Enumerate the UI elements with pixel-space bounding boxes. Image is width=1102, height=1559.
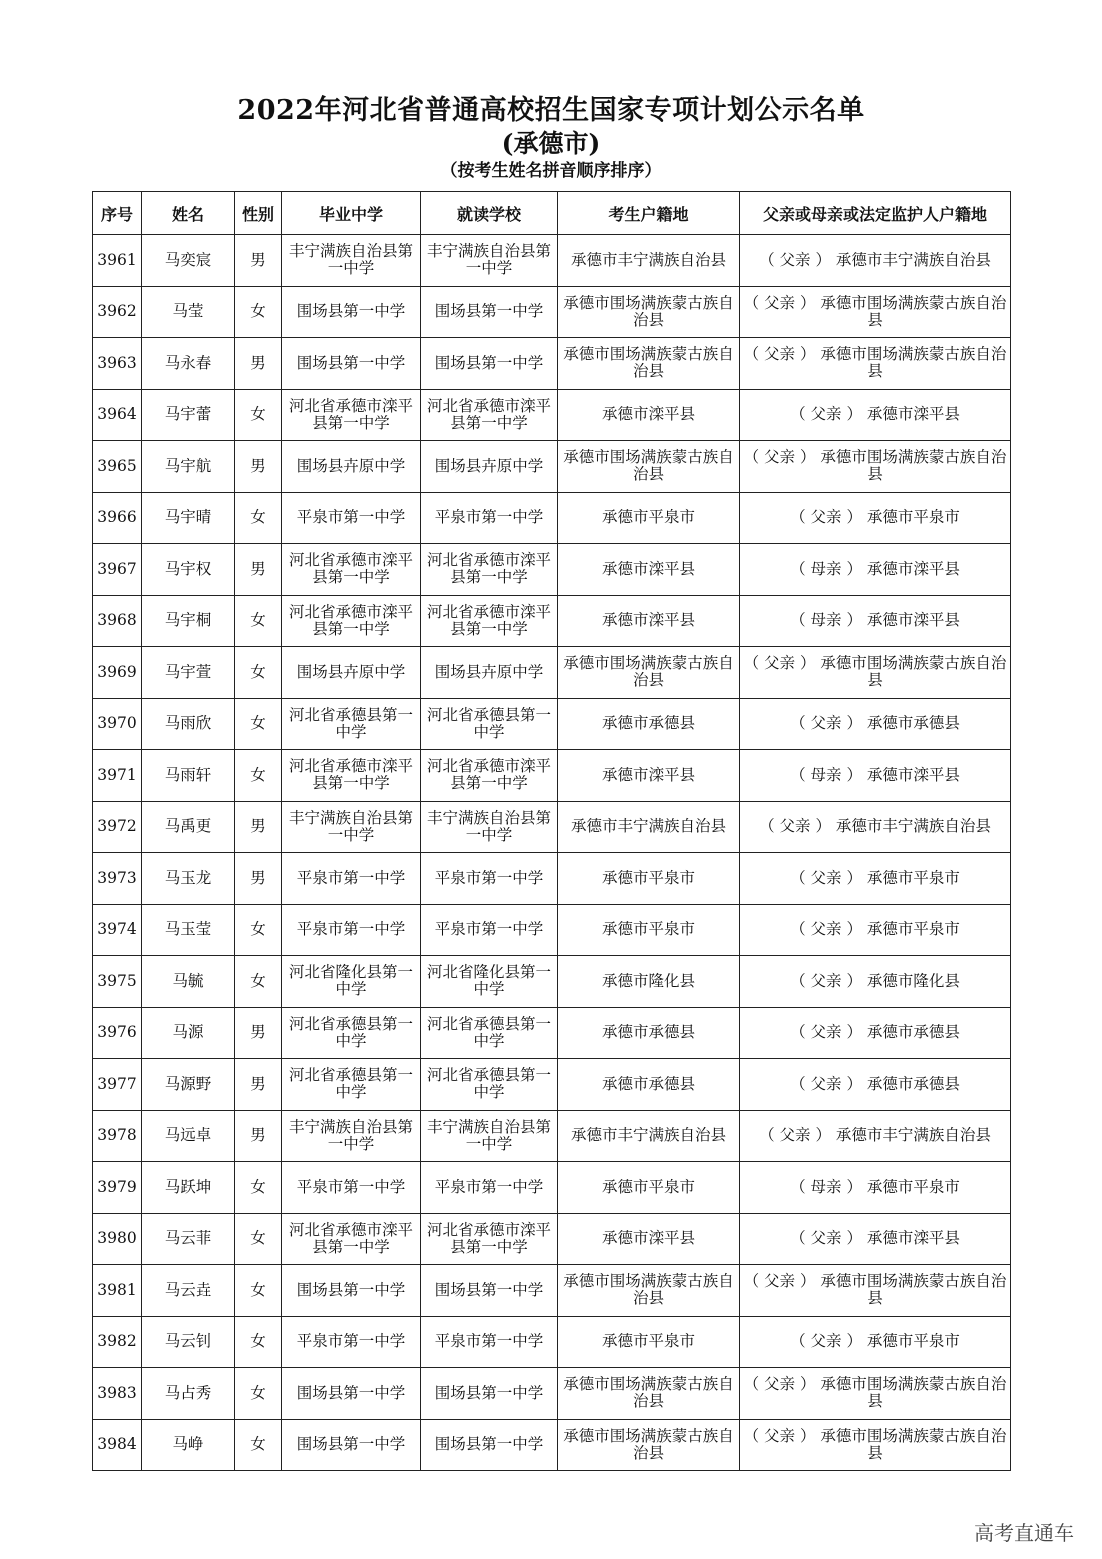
household-cell: 承德市滦平县 (558, 1213, 740, 1265)
header-graduated-school: 毕业中学 (282, 192, 421, 235)
seq-cell: 3980 (93, 1213, 142, 1265)
household-cell: 承德市围场满族蒙古族自治县 (558, 647, 740, 699)
gender-cell: 女 (235, 904, 282, 956)
gender-cell: 男 (235, 801, 282, 853)
seq-cell: 3963 (93, 338, 142, 390)
seq-cell: 3982 (93, 1316, 142, 1368)
current-school-cell: 围场县卉原中学 (421, 647, 558, 699)
graduated-school-cell: 丰宁满族自治县第一中学 (282, 801, 421, 853)
table-row (93, 595, 1011, 647)
header-household: 考生户籍地 (558, 192, 740, 235)
guardian-household-cell: （ 父亲 ） 承德市平泉市 (740, 492, 1011, 544)
household-cell: 承德市滦平县 (558, 544, 740, 596)
graduated-school-cell: 河北省承德县第一中学 (282, 1007, 421, 1059)
gender-cell: 女 (235, 647, 282, 699)
table-row (93, 904, 1011, 956)
current-school-cell: 围场县第一中学 (421, 1265, 558, 1317)
guardian-household-cell: （ 父亲 ） 承德市承德县 (740, 698, 1011, 750)
current-school-cell: 平泉市第一中学 (421, 492, 558, 544)
table-row (93, 1316, 1011, 1368)
seq-cell: 3983 (93, 1368, 142, 1420)
seq-cell: 3978 (93, 1110, 142, 1162)
name-cell: 马宇桐 (142, 595, 235, 647)
guardian-household-cell: （ 父亲 ） 承德市围场满族蒙古族自治县 (740, 1419, 1011, 1471)
name-cell: 马玉龙 (142, 853, 235, 905)
table-row (93, 698, 1011, 750)
household-cell: 承德市平泉市 (558, 492, 740, 544)
name-cell: 马占秀 (142, 1368, 235, 1420)
gender-cell: 男 (235, 338, 282, 390)
gender-cell: 男 (235, 853, 282, 905)
gender-cell: 女 (235, 750, 282, 802)
current-school-cell: 河北省承德市滦平县第一中学 (421, 544, 558, 596)
graduated-school-cell: 河北省承德县第一中学 (282, 1059, 421, 1111)
gender-cell: 女 (235, 389, 282, 441)
household-cell: 承德市围场满族蒙古族自治县 (558, 1368, 740, 1420)
graduated-school-cell: 围场县卉原中学 (282, 441, 421, 493)
name-cell: 马源野 (142, 1059, 235, 1111)
current-school-cell: 平泉市第一中学 (421, 904, 558, 956)
seq-cell: 3973 (93, 853, 142, 905)
current-school-cell: 丰宁满族自治县第一中学 (421, 1110, 558, 1162)
gender-cell: 男 (235, 235, 282, 287)
sort-note: （按考生姓名拼音顺序排序） (440, 161, 662, 181)
current-school-cell: 围场县第一中学 (421, 286, 558, 338)
graduated-school-cell: 河北省承德市滦平县第一中学 (282, 544, 421, 596)
seq-cell: 3970 (93, 698, 142, 750)
table-row (93, 338, 1011, 390)
name-cell: 马宇蕾 (142, 389, 235, 441)
table-row (93, 647, 1011, 699)
household-cell: 承德市隆化县 (558, 956, 740, 1008)
table-row (93, 1213, 1011, 1265)
name-cell: 马雨轩 (142, 750, 235, 802)
household-cell: 承德市丰宁满族自治县 (558, 235, 740, 287)
seq-cell: 3971 (93, 750, 142, 802)
name-cell: 马云垚 (142, 1265, 235, 1317)
name-cell: 马奕宸 (142, 235, 235, 287)
graduated-school-cell: 平泉市第一中学 (282, 492, 421, 544)
gender-cell: 女 (235, 1419, 282, 1471)
current-school-cell: 河北省承德市滦平县第一中学 (421, 1213, 558, 1265)
seq-cell: 3967 (93, 544, 142, 596)
name-cell: 马跃坤 (142, 1162, 235, 1214)
header-seq: 序号 (93, 192, 142, 235)
table-row (93, 1368, 1011, 1420)
name-cell: 马玉莹 (142, 904, 235, 956)
household-cell: 承德市围场满族蒙古族自治县 (558, 338, 740, 390)
guardian-household-cell: （ 父亲 ） 承德市围场满族蒙古族自治县 (740, 647, 1011, 699)
name-cell: 马云菲 (142, 1213, 235, 1265)
graduated-school-cell: 河北省承德市滦平县第一中学 (282, 1213, 421, 1265)
graduated-school-cell: 围场县第一中学 (282, 286, 421, 338)
name-cell: 马宇航 (142, 441, 235, 493)
table-row (93, 1059, 1011, 1111)
name-cell: 马莹 (142, 286, 235, 338)
guardian-household-cell: （ 父亲 ） 承德市平泉市 (740, 1316, 1011, 1368)
current-school-cell: 围场县卉原中学 (421, 441, 558, 493)
household-cell: 承德市承德县 (558, 1007, 740, 1059)
household-cell: 承德市围场满族蒙古族自治县 (558, 286, 740, 338)
current-school-cell: 丰宁满族自治县第一中学 (421, 801, 558, 853)
table-row (93, 1162, 1011, 1214)
guardian-household-cell: （ 父亲 ） 承德市滦平县 (740, 389, 1011, 441)
table-row (93, 441, 1011, 493)
header-row (93, 192, 1011, 235)
name-cell: 马宇萱 (142, 647, 235, 699)
graduated-school-cell: 丰宁满族自治县第一中学 (282, 1110, 421, 1162)
name-cell: 马源 (142, 1007, 235, 1059)
seq-cell: 3981 (93, 1265, 142, 1317)
graduated-school-cell: 围场县第一中学 (282, 1265, 421, 1317)
header-gender: 性别 (235, 192, 282, 235)
guardian-household-cell: （ 母亲 ） 承德市平泉市 (740, 1162, 1011, 1214)
household-cell: 承德市平泉市 (558, 1162, 740, 1214)
household-cell: 承德市围场满族蒙古族自治县 (558, 441, 740, 493)
guardian-household-cell: （ 父亲 ） 承德市围场满族蒙古族自治县 (740, 1265, 1011, 1317)
guardian-household-cell: （ 父亲 ） 承德市围场满族蒙古族自治县 (740, 441, 1011, 493)
current-school-cell: 丰宁满族自治县第一中学 (421, 235, 558, 287)
current-school-cell: 围场县第一中学 (421, 1419, 558, 1471)
household-cell: 承德市滦平县 (558, 595, 740, 647)
guardian-household-cell: （ 母亲 ） 承德市滦平县 (740, 544, 1011, 596)
guardian-household-cell: （ 父亲 ） 承德市围场满族蒙古族自治县 (740, 1368, 1011, 1420)
graduated-school-cell: 平泉市第一中学 (282, 904, 421, 956)
table-row (93, 956, 1011, 1008)
gender-cell: 男 (235, 1110, 282, 1162)
household-cell: 承德市滦平县 (558, 389, 740, 441)
guardian-household-cell: （ 母亲 ） 承德市滦平县 (740, 595, 1011, 647)
gender-cell: 女 (235, 1368, 282, 1420)
guardian-household-cell: （ 母亲 ） 承德市滦平县 (740, 750, 1011, 802)
graduated-school-cell: 围场县第一中学 (282, 1368, 421, 1420)
name-cell: 马宇晴 (142, 492, 235, 544)
seq-cell: 3965 (93, 441, 142, 493)
seq-cell: 3977 (93, 1059, 142, 1111)
gender-cell: 女 (235, 1162, 282, 1214)
guardian-household-cell: （ 父亲 ） 承德市围场满族蒙古族自治县 (740, 286, 1011, 338)
seq-cell: 3961 (93, 235, 142, 287)
household-cell: 承德市滦平县 (558, 750, 740, 802)
graduated-school-cell: 河北省承德市滦平县第一中学 (282, 595, 421, 647)
city-subtitle: (承德市) (501, 129, 601, 158)
guardian-household-cell: （ 父亲 ） 承德市平泉市 (740, 904, 1011, 956)
current-school-cell: 围场县第一中学 (421, 338, 558, 390)
graduated-school-cell: 河北省承德县第一中学 (282, 698, 421, 750)
table-row (93, 492, 1011, 544)
household-cell: 承德市围场满族蒙古族自治县 (558, 1265, 740, 1317)
table-row (93, 1007, 1011, 1059)
seq-cell: 3974 (93, 904, 142, 956)
graduated-school-cell: 平泉市第一中学 (282, 853, 421, 905)
guardian-household-cell: （ 父亲 ） 承德市承德县 (740, 1007, 1011, 1059)
guardian-household-cell: （ 父亲 ） 承德市隆化县 (740, 956, 1011, 1008)
table-row (93, 235, 1011, 287)
current-school-cell: 平泉市第一中学 (421, 853, 558, 905)
seq-cell: 3979 (93, 1162, 142, 1214)
current-school-cell: 平泉市第一中学 (421, 1162, 558, 1214)
gender-cell: 女 (235, 492, 282, 544)
watermark-text: 高考直通车 (974, 1521, 1074, 1545)
table-row (93, 389, 1011, 441)
current-school-cell: 河北省承德县第一中学 (421, 1059, 558, 1111)
table-row (93, 750, 1011, 802)
household-cell: 承德市围场满族蒙古族自治县 (558, 1419, 740, 1471)
name-cell: 马云钊 (142, 1316, 235, 1368)
table-row (93, 286, 1011, 338)
gender-cell: 女 (235, 956, 282, 1008)
current-school-cell: 河北省承德市滦平县第一中学 (421, 750, 558, 802)
seq-cell: 3966 (93, 492, 142, 544)
table-row (93, 801, 1011, 853)
name-cell: 马宇权 (142, 544, 235, 596)
graduated-school-cell: 河北省隆化县第一中学 (282, 956, 421, 1008)
seq-cell: 3975 (93, 956, 142, 1008)
gender-cell: 女 (235, 1265, 282, 1317)
table-row (93, 1265, 1011, 1317)
current-school-cell: 平泉市第一中学 (421, 1316, 558, 1368)
roster-table (92, 191, 1011, 1471)
gender-cell: 女 (235, 1213, 282, 1265)
gender-cell: 男 (235, 1007, 282, 1059)
current-school-cell: 河北省承德市滦平县第一中学 (421, 595, 558, 647)
graduated-school-cell: 丰宁满族自治县第一中学 (282, 235, 421, 287)
guardian-household-cell: （ 父亲 ） 承德市围场满族蒙古族自治县 (740, 338, 1011, 390)
name-cell: 马峥 (142, 1419, 235, 1471)
gender-cell: 男 (235, 1059, 282, 1111)
graduated-school-cell: 围场县第一中学 (282, 338, 421, 390)
table-row (93, 544, 1011, 596)
name-cell: 马禹更 (142, 801, 235, 853)
seq-cell: 3976 (93, 1007, 142, 1059)
gender-cell: 男 (235, 544, 282, 596)
current-school-cell: 河北省隆化县第一中学 (421, 956, 558, 1008)
gender-cell: 女 (235, 595, 282, 647)
seq-cell: 3969 (93, 647, 142, 699)
gender-cell: 女 (235, 698, 282, 750)
current-school-cell: 河北省承德县第一中学 (421, 1007, 558, 1059)
household-cell: 承德市平泉市 (558, 1316, 740, 1368)
household-cell: 承德市丰宁满族自治县 (558, 1110, 740, 1162)
name-cell: 马毓 (142, 956, 235, 1008)
graduated-school-cell: 河北省承德市滦平县第一中学 (282, 389, 421, 441)
guardian-household-cell: （ 父亲 ） 承德市丰宁满族自治县 (740, 1110, 1011, 1162)
page-title: 2022年河北省普通高校招生国家专项计划公示名单 (237, 95, 865, 126)
name-cell: 马远卓 (142, 1110, 235, 1162)
household-cell: 承德市丰宁满族自治县 (558, 801, 740, 853)
gender-cell: 男 (235, 441, 282, 493)
household-cell: 承德市承德县 (558, 698, 740, 750)
guardian-household-cell: （ 父亲 ） 承德市滦平县 (740, 1213, 1011, 1265)
table-row (93, 1110, 1011, 1162)
roster-body (93, 235, 1011, 1471)
graduated-school-cell: 围场县第一中学 (282, 1419, 421, 1471)
seq-cell: 3968 (93, 595, 142, 647)
guardian-household-cell: （ 父亲 ） 承德市丰宁满族自治县 (740, 801, 1011, 853)
seq-cell: 3984 (93, 1419, 142, 1471)
graduated-school-cell: 平泉市第一中学 (282, 1316, 421, 1368)
header-name: 姓名 (142, 192, 235, 235)
gender-cell: 女 (235, 1316, 282, 1368)
current-school-cell: 河北省承德市滦平县第一中学 (421, 389, 558, 441)
name-cell: 马永春 (142, 338, 235, 390)
current-school-cell: 围场县第一中学 (421, 1368, 558, 1420)
seq-cell: 3962 (93, 286, 142, 338)
current-school-cell: 河北省承德县第一中学 (421, 698, 558, 750)
gender-cell: 女 (235, 286, 282, 338)
table-row (93, 1419, 1011, 1471)
graduated-school-cell: 河北省承德市滦平县第一中学 (282, 750, 421, 802)
guardian-household-cell: （ 父亲 ） 承德市丰宁满族自治县 (740, 235, 1011, 287)
header-current-school: 就读学校 (421, 192, 558, 235)
household-cell: 承德市承德县 (558, 1059, 740, 1111)
seq-cell: 3972 (93, 801, 142, 853)
header-guardian-household: 父亲或母亲或法定监护人户籍地 (740, 192, 1011, 235)
graduated-school-cell: 围场县卉原中学 (282, 647, 421, 699)
seq-cell: 3964 (93, 389, 142, 441)
guardian-household-cell: （ 父亲 ） 承德市承德县 (740, 1059, 1011, 1111)
household-cell: 承德市平泉市 (558, 853, 740, 905)
household-cell: 承德市平泉市 (558, 904, 740, 956)
name-cell: 马雨欣 (142, 698, 235, 750)
graduated-school-cell: 平泉市第一中学 (282, 1162, 421, 1214)
guardian-household-cell: （ 父亲 ） 承德市平泉市 (740, 853, 1011, 905)
table-row (93, 853, 1011, 905)
